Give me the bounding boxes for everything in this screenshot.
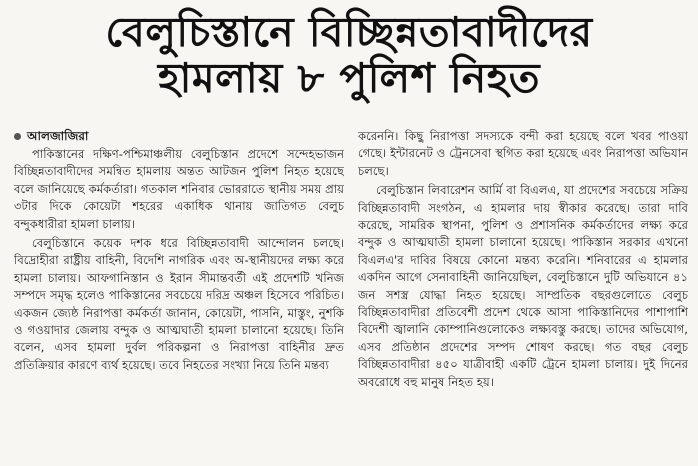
paragraph: বেলুচিস্তান লিবারেশন আর্মি বা বিএলএ, যা প্রদেশের সবচেয়ে সক্রিয় বিচ্ছিন্নতাবাদী সংগঠন, এ হামলার দায় স্বীকার করেছে। তারা দাবি করেছে, সামরিক স্থাপনা, পুলিশ ও প্রশাসনিক কর্মকর্তাদের লক্ষ্য করে বন্দুক ও আত্মঘাতী হামলা চালানো হয়েছে। পাকিস্তান সরকার এখনো বিএলএ'র দাবির বিষয়ে কোনো মন্তব্য করেনি। শনিবারের এ হামলার একদিন আগে সেনাবাহিনী জানিয়েছিল, বেলুচিস্তানে দুটি অভিযানে ৪১ জন সশস্ত্র যোদ্ধা নিহত হয়েছে। সাম্প্রতিক বছরগুলোতে বেলুচ বিচ্ছিন্নতাবাদীরা প্রতিবেশী প্রদেশ থেকে আসা পাকিস্তানিদের পাশাপাশি বিদেশী জ্বালানি কোম্পানিগুলোকেও লক্ষ্যবস্তু করছে। তাদের অভিযোগ, এসব প্রতিষ্ঠান প্রদেশের সম্পদ শোষণ করছে। গত বছর বেলুচ বিচ্ছিন্নতাবাদীরা ৪৫০ যাত্রীবাহী একটি ট্রেনে হামলা চালায়। দুই দিনের অবরোধে বহু মানুষ নিহত হয়। xyxy=(358,183,688,389)
bullet-icon xyxy=(14,133,21,140)
article-column-left xyxy=(14,128,344,460)
paragraph: বেলুচিস্তানে কয়েক দশক ধরে বিচ্ছিন্নতাবাদী আন্দোলন চলছে। বিদ্রোহীরা রাষ্ট্রীয় বাহিনী, বিদেশি নাগরিক এবং অ-স্থানীয়দের লক্ষ্য করে হামলা চালায়। আফগানিস্তান ও ইরান সীমান্তবর্তী এই প্রদেশটি খনিজ সম্পদে সমৃদ্ধ হলেও পাকিস্তানের সবচেয়ে দরিদ্র অঞ্চল হিসেবে পরিচিত। একজন জ্যেষ্ঠ নিরাপত্তা কর্মকর্তা জানান, কোয়েটা, পাসনি, মাস্তুং, নুশকি ও গওয়াদার জেলায় বন্দুক ও আত্মঘাতী হামলা চালানো হয়েছে। তিনি বলেন, এসব হামলা দুর্বল পরিকল্পনা ও নিরাপত্তা বাহিনীর দ্রুত প্রতিক্রিয়ার কারণে ব্যর্থ হয়েছে। তবে নিহতের সংখ্যা নিয়ে তিনি মন্তব্য xyxy=(14,236,344,372)
article-body xyxy=(14,128,688,460)
byline-source: আলজাজিরা xyxy=(27,129,89,143)
paragraph: করেননি। কিছু নিরাপত্তা সদস্যকে বন্দী করা হয়েছে বলে খবর পাওয়া গেছে। ইন্টারনেট ও ট্রেনসেবা স্থগিত করা হয়েছে এবং নিরাপত্তা অভিযান চলছে। xyxy=(358,129,688,178)
headline-line-1: বেলুচিস্তানে বিচ্ছিন্নতাবাদীদের xyxy=(105,8,593,56)
byline xyxy=(14,128,344,145)
paragraph: পাকিস্তানের দক্ষিণ-পশ্চিমাঞ্চলীয় বেলুচিস্তান প্রদেশে সন্দেহভাজন বিচ্ছিন্নতাবাদীদের সমন্বিত হামলায় অন্তত আটজন পুলিশ নিহত হয়েছে বলে জানিয়েছে কর্মকর্তারা। গতকাল শনিবার ভোররাতে স্থানীয় সময় প্রায় ৩টার দিকে কোয়েটা শহরের একাধিক থানায় জাতিগত বেলুচ বন্দুকধারীরা হামলা চালায়। xyxy=(14,147,344,231)
article-column-right xyxy=(358,128,688,460)
headline xyxy=(14,10,684,102)
headline-line-2: হামলায় ৮ পুলিশ নিহত xyxy=(157,53,541,102)
